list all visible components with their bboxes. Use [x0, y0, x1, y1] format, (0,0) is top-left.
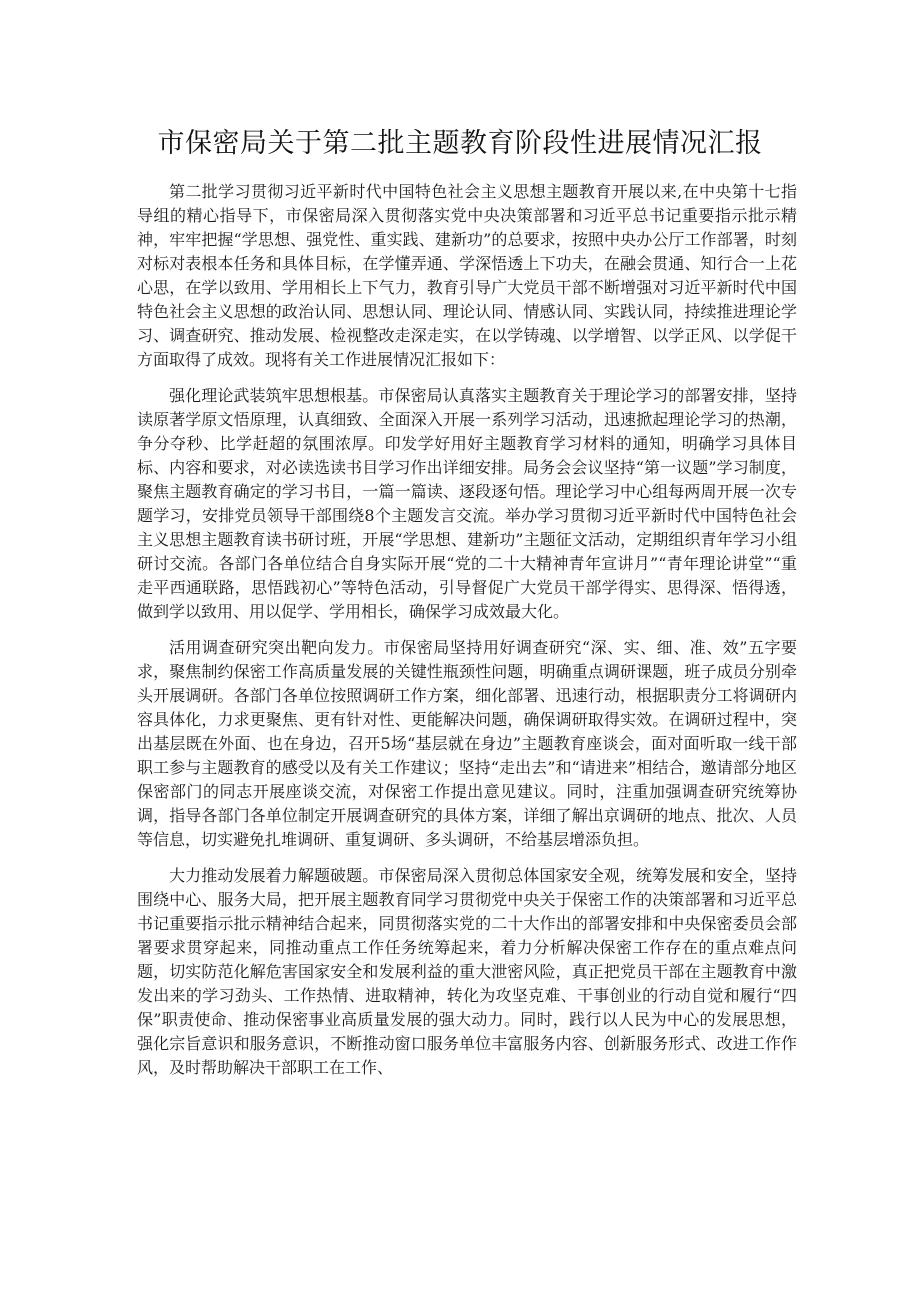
- paragraph-investigation-research: 活用调查研究突出靶向发力。市保密局坚持用好调查研究“深、实、细、准、效”五字要求，聚焦制约保密工作高质量发展的关键性瓶颈性问题，明确重点调研课题，班子成员分别牵头开展调研。各部门各单位按照调研工作方案，细化部署、迅速行动，根据职责分工将调研内容具体化，力求更聚焦、更有针对性、更能解决问题，确保调研取得实效。在调研过程中，突出基层既在外面、也在身边，召开5场“基层就在身边”主题教育座谈会，面对面听取一线干部职工参与主题教育的感受以及有关工作建议；坚持“走出去”和“请进来”相结合，邀请部分地区保密部门的同志开展座谈交流，对保密工作提出意见建议。同时，注重加强调查研究统筹协调，指导各部门各单位制定开展调查研究的具体方案，详细了解出京调研的地点、批次、人员等信息，切实避免扎堆调研、重复调研、多头调研，不给基层增添负担。: [137, 638, 797, 849]
- document-title: 市保密局关于第二批主题教育阶段性进展情况汇报: [157, 128, 763, 159]
- paragraph-theory-study: 强化理论武装筑牢思想根基。市保密局认真落实主题教育关于理论学习的部署安排，坚持读原著学原文悟原理，认真细致、全面深入开展一系列学习活动，迅速掀起理论学习的热潮，争分夺秒、比学赶超的氛围浓厚。印发学好用好主题教育学习材料的通知，明确学习具体目标、内容和要求，对必读选读书目学习作出详细安排。局务会会议坚持“第一议题”学习制度，聚焦主题教育确定的学习书目，一篇一篇读、逐段逐句悟。理论学习中心组每两周开展一次专题学习，安排党员领导干部围绕8个主题发言交流。举办学习贯彻习近平新时代中国特色社会主义思想主题教育读书研讨班，开展“学思想、建新功”主题征文活动，定期组织青年学习小组研讨交流。各部门各单位结合自身实际开展“党的二十大精神青年宣讲月”“青年理论讲堂”“重走平西通联路，思悟践初心”等特色活动，引导督促广大党员干部学得实、思得深、悟得透，做到学以致用、用以促学、学用相长，确保学习成效最大化。: [137, 386, 797, 621]
- document-body: [137, 180, 797, 1080]
- paragraph-promote-development: 大力推动发展着力解题破题。市保密局深入贯彻总体国家安全观，统筹发展和安全，坚持围绕中心、服务大局，把开展主题教育同学习贯彻党中央关于保密工作的决策部署和习近平总书记重要指示批示精神结合起来，同贯彻落实党的二十大作出的部署安排和中央保密委员会部署要求贯穿起来，同推动重点工作任务统筹起来，着力分析解决保密工作存在的重点难点问题，切实防范化解危害国家安全和发展利益的重大泄密风险，真正把党员干部在主题教育中激发出来的学习劲头、工作热情、进取精神，转化为攻坚克难、干事创业的行动自觉和履行“四保”职责使命、推动保密事业高质量发展的强大动力。同时，践行以人民为中心的发展思想，强化宗旨意识和服务意识，不断推动窗口服务单位丰富服务内容、创新服务形式、改进工作作风，及时帮助解决干部职工在工作、: [137, 866, 797, 1077]
- paragraph-intro: 第二批学习贯彻习近平新时代中国特色社会主义思想主题教育开展以来,在中央第十七指导组的精心指导下，市保密局深入贯彻落实党中央决策部署和习近平总书记重要指示批示精神，牢牢把握“学思想、强党性、重实践、建新功”的总要求，按照中央办公厅工作部署，时刻对标对表根本任务和具体目标，在学懂弄通、学深悟透上下功夫，在融会贯通、知行合一上花心思，在学以致用、学用相长上下气力，教育引导广大党员干部不断增强对习近平新时代中国特色社会主义思想的政治认同、思想认同、理论认同、情感认同、实践认同，持续推进理论学习、调查研究、推动发展、检视整改走深走实，在以学铸魂、以学增智、以学正风、以学促干方面取得了成效。现将有关工作进展情况汇报如下：: [137, 182, 797, 369]
